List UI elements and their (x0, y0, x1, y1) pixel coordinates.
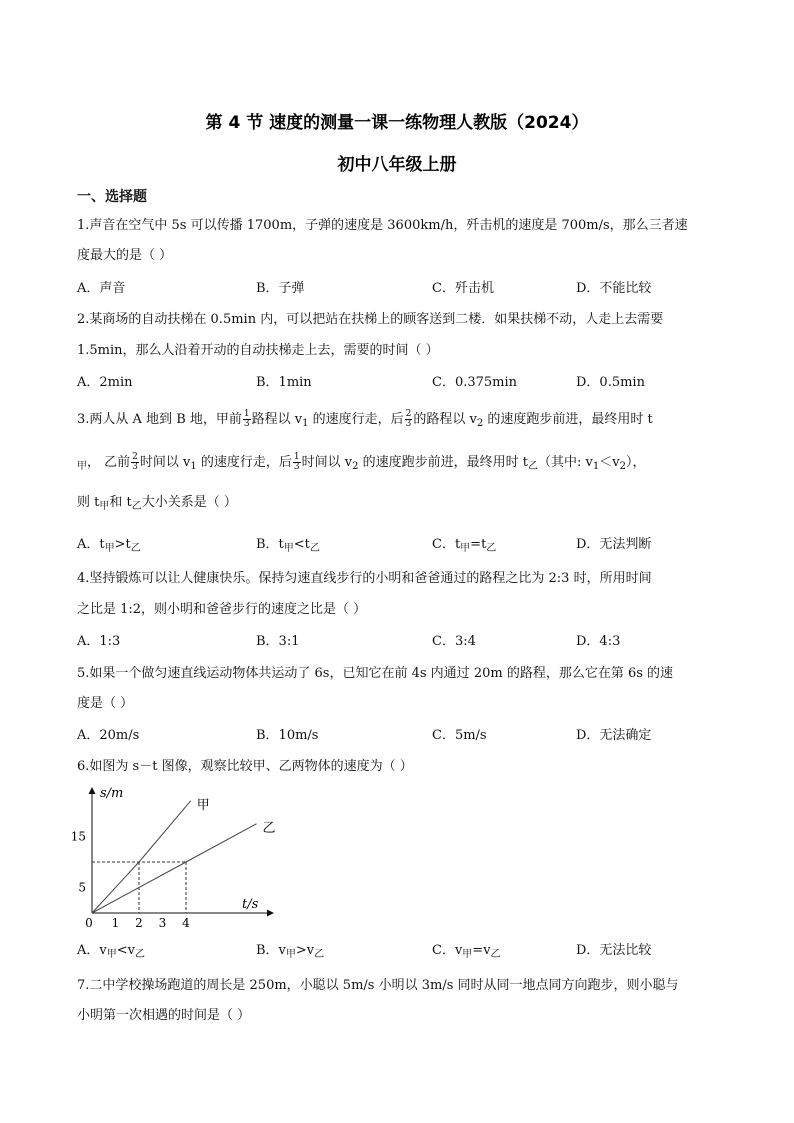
x-tick-label: 4 (182, 916, 190, 930)
x-tick-label: 3 (158, 916, 167, 930)
q7-text-line1: 7.二中学校操场跑道的周长是 250m，小聪以 5m/s 小明以 3m/s 同时从同一地点同方向跑步，则小聪与 (77, 978, 679, 993)
st-graph (70, 785, 280, 935)
subscript: 甲 (106, 949, 117, 960)
fraction-one-third (243, 410, 251, 429)
q2-text-line2: 1.5min，那么人沿着开动的自动扶梯走上去，需要的时间（ ） (77, 343, 439, 358)
q3-option-d (576, 536, 651, 554)
option-text: C．v (432, 943, 463, 958)
fraction-numerator: 1 (243, 409, 250, 419)
q5-option-a: A．20m/s (77, 728, 140, 743)
q4-option-c: C．3:4 (432, 634, 476, 649)
q4-option-d: D．4:3 (576, 634, 621, 649)
q3-text-c: 的速度行走，后 (308, 412, 404, 427)
subscript: 乙 (134, 949, 145, 960)
subscript: 乙 (490, 949, 501, 960)
fraction-numerator: 2 (132, 452, 138, 462)
subscript: 甲 (460, 543, 471, 554)
q1-option-b: B．子弹 (256, 281, 305, 296)
q3-text: 的速度跑步前进，最终用时 t (358, 455, 528, 470)
subscript: 乙 (527, 461, 538, 472)
option-text: D．无法比较 (576, 943, 652, 958)
x-tick-label: 1 (111, 916, 120, 930)
y-tick-label: 5 (78, 880, 86, 895)
subscript: 乙 (131, 501, 142, 512)
subscript: 乙 (486, 543, 497, 554)
q6-option-a (77, 942, 145, 964)
q7-text-line2: 小明第一次相遇的时间是（ ） (77, 1008, 251, 1023)
q5-text-line2: 度是（ ） (77, 696, 134, 711)
q1-text-line2: 度最大的是（ ） (77, 248, 173, 263)
q5-option-d: D．无法确定 (576, 728, 652, 743)
q2-option-d: D．0.5min (576, 375, 645, 390)
q1-option-a: A．声音 (77, 281, 126, 296)
q2-option-b: B．1min (256, 375, 312, 390)
q6-text-line1: 6.如图为 s－t 图像，观察比较甲、乙两物体的速度为（ ） (77, 759, 413, 774)
series-line-1 (92, 801, 191, 913)
option-text: <v (116, 943, 135, 958)
q3-text-a: 3.两人从 A 地到 B 地，甲前 (77, 412, 242, 427)
q2-text-line1: 2.某商场的自动扶梯在 0.5min 内，可以把站在扶梯上的顾客送到二楼．如果扶梯不动，人走上去需要 (77, 312, 664, 327)
fraction-numerator: 1 (293, 452, 300, 462)
option-text: <t (293, 537, 310, 552)
q3-text: 则 t (77, 495, 100, 510)
fraction-one-third (293, 453, 301, 472)
option-text: A．v (77, 943, 107, 958)
subscript: 甲 (462, 949, 473, 960)
subscript: 乙 (309, 543, 320, 554)
q4-text-line1: 4.坚持锻炼可以让人健康快乐。保持匀速直线步行的小明和爸爸通过的路程之比为 2:3 时，所用时间 (77, 571, 652, 586)
option-text: B．v (256, 943, 286, 958)
x-tick-label: 0 (85, 916, 93, 930)
subscript: 乙 (314, 949, 325, 960)
q6-option-b (256, 942, 324, 964)
q3-text: 时间以 v (139, 455, 191, 470)
option-text: B．t (256, 537, 284, 552)
q2-option-a: A．2min (77, 375, 133, 390)
subscript: 1 (592, 461, 600, 472)
q1-option-d: D．不能比较 (576, 281, 652, 296)
q3-text-b: 路程以 v (251, 412, 303, 427)
fraction-two-thirds (405, 410, 413, 429)
q3-text: ， 乙前 (87, 455, 131, 470)
q3-text: 和 t (109, 495, 132, 510)
section-heading: 一、选择题 (77, 189, 147, 205)
subscript: 甲 (77, 461, 87, 472)
q3-option-b (256, 536, 320, 558)
option-text: =v (472, 943, 491, 958)
fraction-denominator: 3 (243, 419, 250, 429)
q6-option-d (576, 942, 651, 960)
subscript: 2 (352, 461, 359, 472)
option-text: C．t (432, 537, 461, 552)
q3-option-a (77, 536, 141, 558)
subscript: 甲 (99, 501, 110, 512)
q5-option-b: B．10m/s (256, 728, 319, 743)
x-axis-label: t/s (242, 897, 259, 912)
q5-option-c: C．5m/s (432, 728, 487, 743)
q3-text: ）， (625, 455, 646, 470)
q3-option-c (432, 536, 496, 558)
q1-text-line1: 1.声音在空气中 5s 可以传播 1700m，子弹的速度是 3600km/h，歼击机的速度是 700m/s，那么三者速 (77, 218, 688, 233)
option-text: >t (114, 537, 131, 552)
q4-option-b: B．3:1 (256, 634, 300, 649)
q3-text: ＜v (599, 455, 620, 470)
q3-text: 时间以 v (301, 455, 353, 470)
subscript: 甲 (285, 949, 296, 960)
q6-option-c (432, 942, 501, 964)
subscript: 1 (190, 461, 197, 472)
fraction-two-thirds (131, 453, 139, 472)
fraction-denominator: 3 (405, 419, 412, 429)
option-text: A．t (77, 537, 105, 552)
series-label-1: 甲 (196, 797, 210, 813)
q4-text-line2: 之比是 1:2，则小明和爸爸步行的速度之比是（ ） (77, 602, 367, 617)
page-subtitle: 初中八年级上册 (337, 155, 457, 175)
q4-option-a: A．1:3 (77, 634, 121, 649)
series-label-2: 乙 (262, 820, 276, 836)
q1-option-c: C．歼击机 (432, 281, 494, 296)
q3-text-d: 的路程以 v (413, 412, 477, 427)
q3-text-line1 (77, 410, 653, 433)
subscript: 1 (302, 418, 309, 429)
q5-text-line1: 5.如果一个做匀速直线运动物体共运动了 6s，已知它在前 4s 内通过 20m 的路程，那么它在第 6s 的速 (77, 666, 674, 681)
subscript: 甲 (283, 543, 294, 554)
subscript: 2 (476, 418, 484, 429)
page-title: 第 4 节 速度的测量一课一练物理人教版（2024） (205, 113, 589, 133)
option-text: >v (295, 943, 315, 958)
fraction-numerator: 2 (405, 409, 412, 419)
q3-text-line2 (77, 453, 645, 476)
q2-option-c: C．0.375min (432, 375, 518, 390)
fraction-denominator: 3 (293, 462, 300, 472)
option-text: D．无法判断 (576, 537, 652, 552)
option-text: =t (470, 537, 487, 552)
q3-text: （其中: v (537, 455, 593, 470)
subscript: 甲 (104, 543, 115, 554)
y-tick-label: 15 (70, 829, 86, 844)
series-line-2 (92, 824, 257, 913)
q3-text-e: 的速度跑步前进，最终用时 t (483, 412, 653, 427)
y-axis-label: s/m (100, 786, 124, 801)
x-tick-label: 2 (135, 916, 143, 930)
q3-text: 大小关系是（ ） (141, 495, 237, 510)
q3-text-line3 (77, 494, 237, 516)
subscript: 2 (619, 461, 626, 472)
subscript: 乙 (130, 543, 141, 554)
fraction-denominator: 3 (132, 462, 138, 472)
q3-text: 的速度行走，后 (196, 455, 292, 470)
